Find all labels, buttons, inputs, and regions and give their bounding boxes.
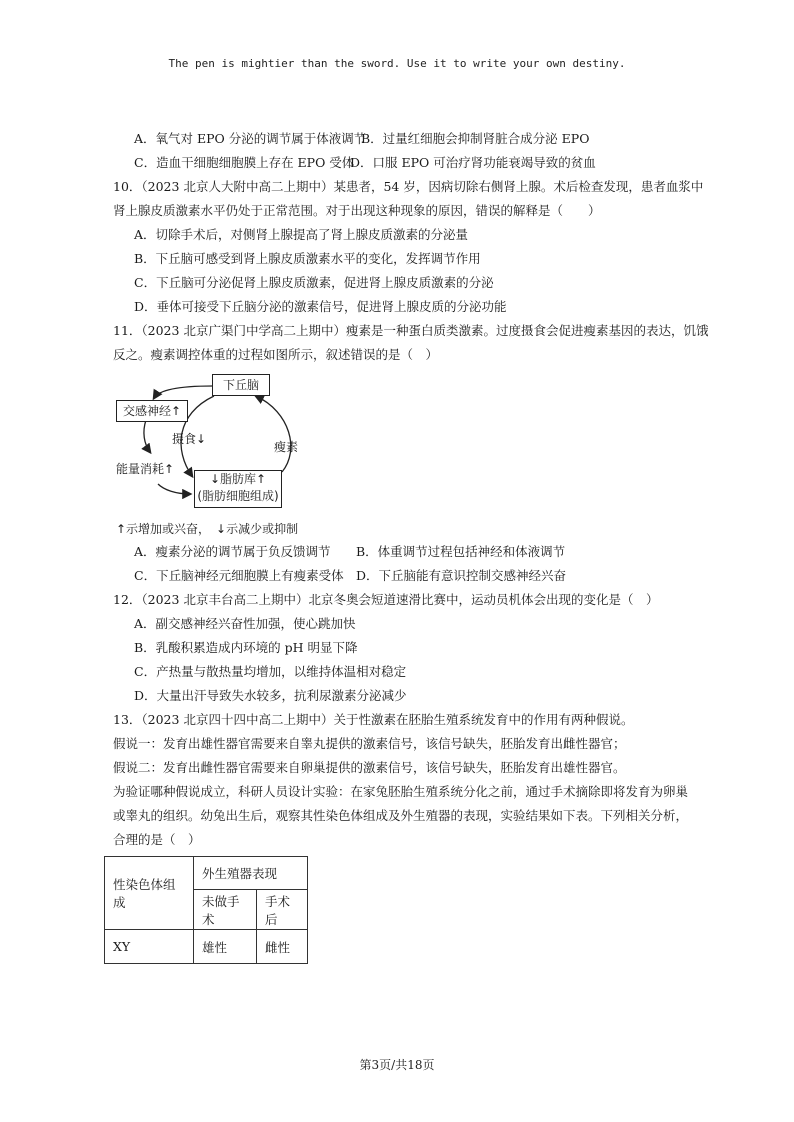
arrow-hypothalamus-to-sympathetic [154, 386, 212, 398]
header-genital-phenotype: 外生殖器表现 [194, 857, 308, 890]
q10-option-a: A．切除手术后，对侧肾上腺提高了肾上腺皮质激素的分泌量 [134, 227, 469, 242]
leptin-label: 瘦素 [274, 440, 299, 454]
table-cell: 雌性 [257, 930, 308, 964]
results-table [104, 856, 308, 964]
q12-option-d: D．大量出汗导致失水较多，抗利尿激素分泌减少 [134, 688, 407, 703]
fat-store-sublabel: (脂肪细胞组成) [197, 489, 279, 503]
q12-option-a: A．副交感神经兴奋性加强，使心跳加快 [134, 616, 356, 631]
q9-option-b: B．过量红细胞会抑制肾脏合成分泌 EPO [361, 131, 590, 146]
q10-option-c: C．下丘脑可分泌促肾上腺皮质激素，促进肾上腺皮质激素的分泌 [134, 275, 494, 290]
sympathetic-box: 交感神经↑ [116, 400, 188, 422]
q9-option-d: D．口服 EPO 可治疗肾功能衰竭导致的贫血 [350, 155, 596, 170]
energy-label: 能量消耗↑ [116, 462, 175, 476]
q13-experiment-line3: 合理的是（ ） [113, 832, 201, 847]
q9-option-c: C．造血干细胞细胞膜上存在 EPO 受体 [134, 155, 355, 170]
q13-experiment-line1: 为验证哪种假说成立，科研人员设计实验：在家兔胚胎生殖系统分化之前，通过手术摘除即将发育为卵巢 [113, 784, 689, 799]
q10-stem-line2: 肾上腺皮质激素水平仍处于正常范围。对于出现这种现象的原因，错误的解释是（ ） [113, 203, 601, 218]
q11-option-b: B．体重调节过程包括神经和体液调节 [356, 544, 566, 559]
table-cell: 雄性 [194, 930, 257, 964]
diagram-legend: ↑示增加或兴奋， ↓示减少或抑制 [116, 522, 299, 536]
page-number: 第3页/共18页 [359, 1058, 435, 1072]
fat-store-label: ↓脂肪库↑ [209, 472, 267, 486]
q11-option-d: D．下丘脑能有意识控制交感神经兴奋 [356, 568, 567, 583]
table-cell: XY [105, 930, 194, 964]
fat-store-box [194, 470, 282, 508]
q12-option-b: B．乳酸积累造成内环境的 pH 明显下降 [134, 640, 358, 655]
q13-experiment-line2: 或睾丸的组织。幼兔出生后，观察其性染色体组成及外生殖器的表现，实验结果如下表。下列相关分析， [113, 808, 689, 823]
q10-stem-line1: 10．（2023 北京人大附中高二上期中）某患者，54 岁，因病切除右侧肾上腺。术后检查发现，患者血浆中 [113, 179, 704, 194]
q13-hypothesis-1: 假说一：发育出雄性器官需要来自睾丸提供的激素信号，该信号缺失，胚胎发育出雌性器官； [113, 736, 626, 751]
arrow-sympathetic-to-energy [144, 420, 150, 452]
intake-label: 摄食↓ [172, 432, 207, 446]
q12-option-c: C．产热量与散热量均增加，以维持体温相对稳定 [134, 664, 407, 679]
hypothalamus-box: 下丘脑 [212, 374, 270, 396]
q11-option-a: A．瘦素分泌的调节属于负反馈调节 [134, 544, 331, 559]
page-header-motto: The pen is mightier than the sword. Use it to write your own destiny. [168, 57, 626, 70]
q13-hypothesis-2: 假说二：发育出雌性器官需要来自卵巢提供的激素信号，该信号缺失，胚胎发育出雄性器官。 [113, 760, 626, 775]
header-after-surgery: 手术后 [257, 890, 308, 930]
q10-option-b: B．下丘脑可感受到肾上腺皮质激素水平的变化，发挥调节作用 [134, 251, 481, 266]
table-row [105, 930, 308, 964]
q13-stem: 13．（2023 北京四十四中高二上期中）关于性激素在胚胎生殖系统发育中的作用有两种假说。 [113, 712, 634, 727]
leptin-regulation-diagram [114, 372, 324, 542]
header-no-surgery: 未做手术 [194, 890, 257, 930]
q10-option-d: D．垂体可接受下丘脑分泌的激素信号，促进肾上腺皮质的分泌功能 [134, 299, 507, 314]
diagram-arrows [114, 372, 324, 542]
q9-option-a: A．氧气对 EPO 分泌的调节属于体液调节 [134, 131, 367, 146]
q11-stem-line2: 反之。瘦素调控体重的过程如图所示，叙述错误的是（ ） [113, 347, 439, 362]
arrow-leptin [256, 396, 291, 472]
q11-stem-line1: 11．（2023 北京广渠门中学高二上期中）瘦素是一种蛋白质类激素。过度摄食会促进瘦素基因的表达，饥饿 [113, 323, 709, 338]
q12-stem: 12．（2023 北京丰台高二上期中）北京冬奥会短道速滑比赛中，运动员机体会出现的变化是（ ） [113, 592, 659, 607]
arrow-energy-to-fat [158, 484, 190, 494]
q11-option-c: C．下丘脑神经元细胞膜上有瘦素受体 [134, 568, 344, 583]
header-sex-chromosome: 性染色体组成 [105, 857, 194, 930]
